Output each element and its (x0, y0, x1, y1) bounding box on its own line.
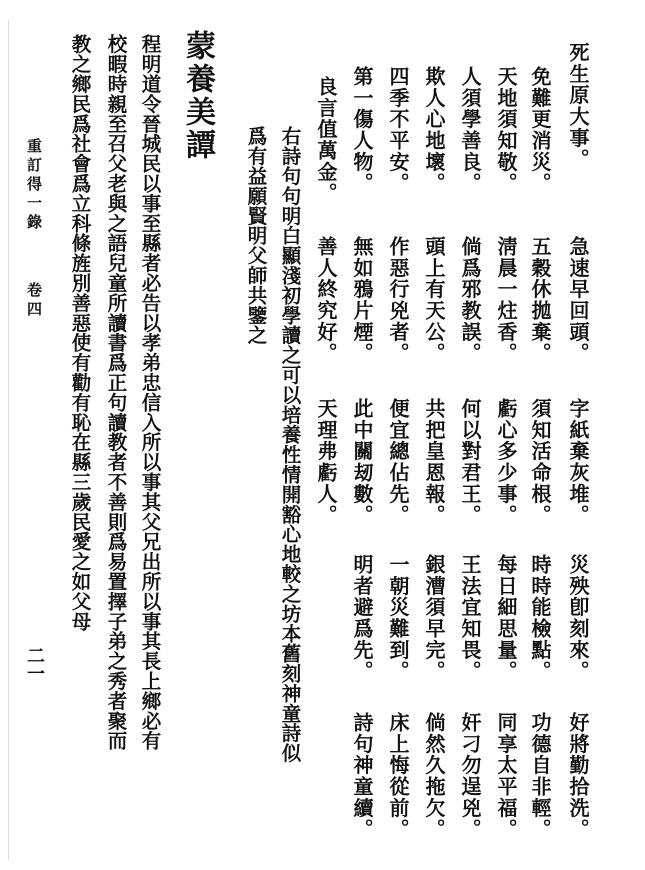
verse-line: 頭上有天公。 (422, 236, 446, 364)
page-edge-line (8, 20, 9, 860)
verse-line: 倘然久拖欠。 (422, 712, 446, 840)
verse-line: 同享太平福。 (494, 712, 518, 840)
verse-line: 良言值萬金。 (314, 76, 338, 204)
volume-label: 卷四 (25, 282, 43, 320)
verse-line: 欺人心地壞。 (422, 66, 446, 194)
verse-line: 詩句神童續。 (350, 712, 374, 840)
verse-line: 虧心多少事。 (494, 398, 518, 526)
verse-line: 須知活命根。 (528, 398, 552, 526)
note-line: 右詩句句明白顯淺初學讀之可以培養性情開豁心地較之坊本舊刻神童詩似 (278, 126, 302, 763)
verse-line: 何以對君王。 (458, 398, 482, 526)
verse-line: 死生原大事。 (566, 42, 590, 170)
verse-line: 免難更消災。 (528, 66, 552, 194)
verse-line: 人須學善良。 (458, 66, 482, 194)
verse-line: 共把皇恩報。 (422, 398, 446, 526)
verse-line: 五穀休拋棄。 (528, 236, 552, 364)
preface-line: 程明道令晉城民以事至縣者必告以孝弟忠信入所以事其父兄出所以事其長上鄉必有 (138, 34, 162, 751)
verse-line: 善人終究好。 (314, 236, 338, 364)
verse-line: 好將勤拾洗。 (566, 712, 590, 840)
verse-line: 淸晨一炷香。 (494, 236, 518, 364)
verse-line: 急速早回頭。 (566, 236, 590, 364)
verse-line: 作惡行兇者。 (386, 236, 410, 364)
verse-line: 奸刁勿逞兇。 (458, 712, 482, 840)
verse-line: 天地須知敬。 (494, 66, 518, 194)
section-title: 蒙養美譚 (180, 30, 215, 162)
note-line: 爲有益願賢明父師共鑒之 (244, 126, 268, 345)
verse-line: 無如鴉片煙。 (350, 236, 374, 364)
verse-line: 此中關刼數。 (350, 398, 374, 526)
verse-line: 字紙棄灰堆。 (566, 398, 590, 526)
page-number: 二一 (24, 646, 45, 682)
verse-line: 倘爲邪教誤。 (458, 236, 482, 364)
verse-line: 一朝災難到。 (386, 554, 410, 682)
preface-line: 校暇時親至召父老與之語兒童所讀書爲正句讀教者不善則爲易置擇子弟之秀者聚而 (104, 34, 128, 751)
preface-line: 教之鄉民爲社會爲立科條旌別善惡使有勸有恥在縣三歲民愛之如父母 (68, 34, 92, 631)
book-title: 重訂得一錄 (25, 138, 43, 233)
verse-line: 天理弗虧人。 (314, 398, 338, 526)
verse-line: 床上悔從前。 (386, 712, 410, 840)
verse-line: 便宜總佔先。 (386, 398, 410, 526)
verse-line: 四季不平安。 (386, 66, 410, 194)
verse-line: 明者避爲先。 (350, 554, 374, 682)
verse-line: 第一傷人物。 (350, 66, 374, 194)
verse-line: 銀漕須早完。 (422, 554, 446, 682)
verse-line: 時時能檢點。 (528, 554, 552, 682)
verse-line: 每日細思量。 (494, 554, 518, 682)
verse-line: 王法宜知畏。 (458, 554, 482, 682)
verse-line: 災殃卽刻來。 (566, 554, 590, 682)
verse-line: 功德自非輕。 (528, 712, 552, 840)
